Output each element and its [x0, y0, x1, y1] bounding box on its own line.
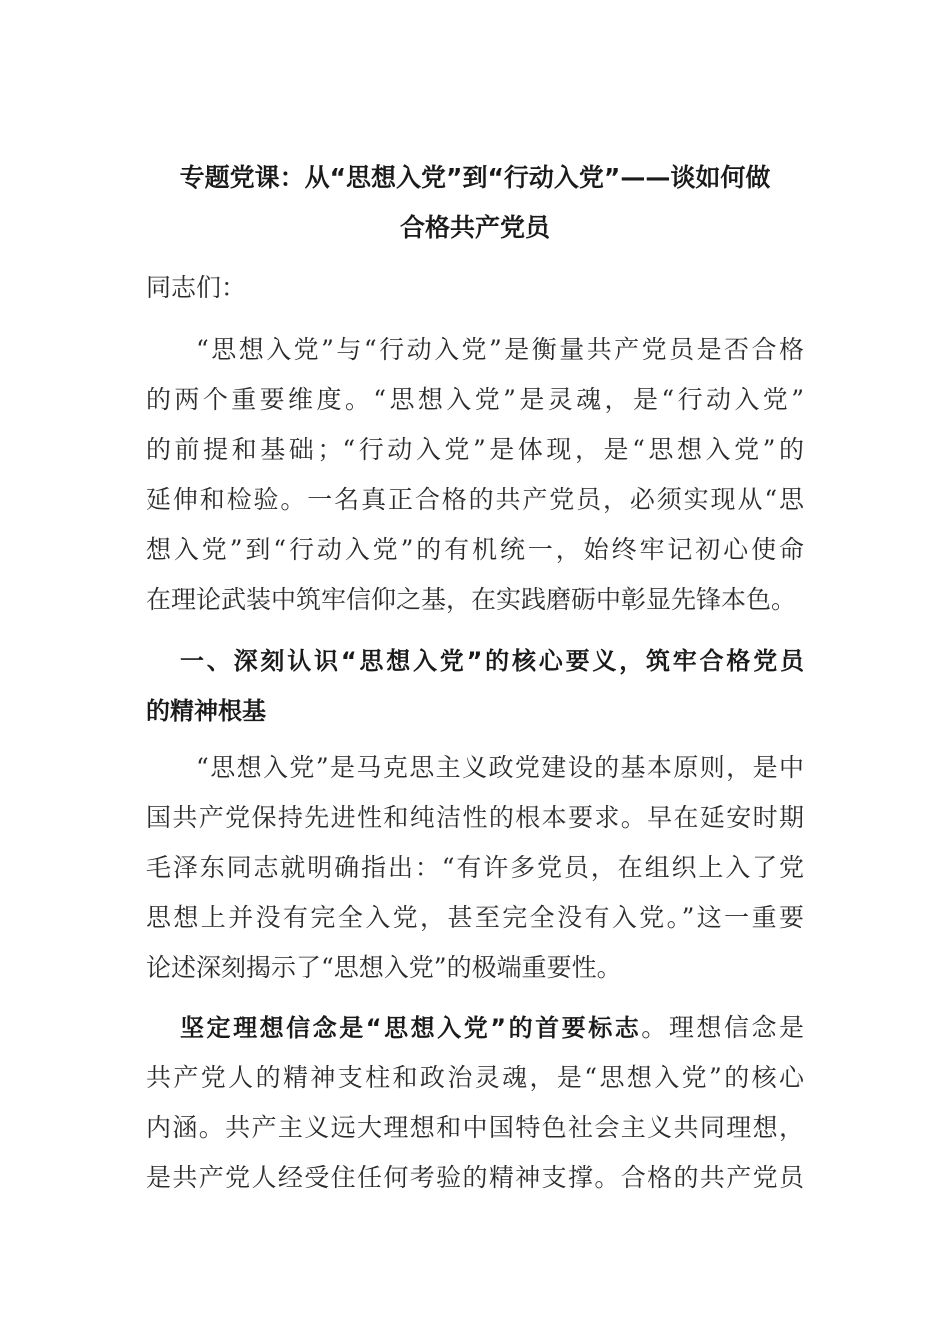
- section-1-heading-line-2: 的精神根基: [146, 697, 266, 725]
- section-1-para-1-line-1: “思想入党”是马克思主义政党建设的基本原则，是中: [196, 753, 804, 782]
- section-1-para-2-line-3: 内涵。共产主义远大理想和中国特色社会主义共同理想，: [146, 1113, 804, 1142]
- para-2-line-1-rest: 。理想信念是: [641, 1013, 804, 1042]
- salutation: 同志们：: [146, 273, 247, 302]
- section-1-para-2-line-1: [180, 1003, 804, 1053]
- intro-line-1: “思想入党”与“行动入党”是衡量共产党员是否合格: [196, 335, 804, 364]
- section-1-heading-line-1: 一、深刻认识“思想入党”的核心要义，筑牢合格党员: [180, 647, 804, 675]
- section-1-para-1-line-3: 毛泽东同志就明确指出：“有许多党员，在组织上入了党: [146, 853, 804, 882]
- section-1-para-1-line-5: 论述深刻揭示了“思想入党”的极端重要性。: [146, 953, 622, 982]
- intro-line-5: 想入党”到“行动入党”的有机统一，始终牢记初心使命: [146, 535, 804, 564]
- section-1-para-1-line-2: 国共产党保持先进性和纯洁性的根本要求。早在延安时期: [146, 803, 804, 832]
- document-title-line-1: 专题党课：从“思想入党”到“行动入党”——谈如何做: [179, 163, 771, 192]
- document-title-line-2: 合格共产党员: [399, 213, 550, 242]
- intro-line-6: 在理论武装中筑牢信仰之基，在实践磨砺中彰显先锋本色。: [146, 585, 797, 614]
- section-1-para-1-line-4: 思想上并没有完全入党，甚至完全没有入党。”这一重要: [146, 903, 804, 932]
- intro-line-2: 的两个重要维度。“思想入党”是灵魂，是“行动入党”: [146, 385, 804, 414]
- section-1-para-2-line-4: 是共产党人经受住任何考验的精神支撑。合格的共产党员: [146, 1163, 804, 1192]
- para-2-bold-lead: 坚定理想信念是“思想入党”的首要标志: [180, 1014, 642, 1042]
- intro-line-4: 延伸和检验。一名真正合格的共产党员，必须实现从“思: [146, 485, 804, 514]
- section-1-para-2-line-2: 共产党人的精神支柱和政治灵魂，是“思想入党”的核心: [146, 1063, 804, 1092]
- intro-line-3: 的前提和基础；“行动入党”是体现，是“思想入党”的: [146, 435, 804, 464]
